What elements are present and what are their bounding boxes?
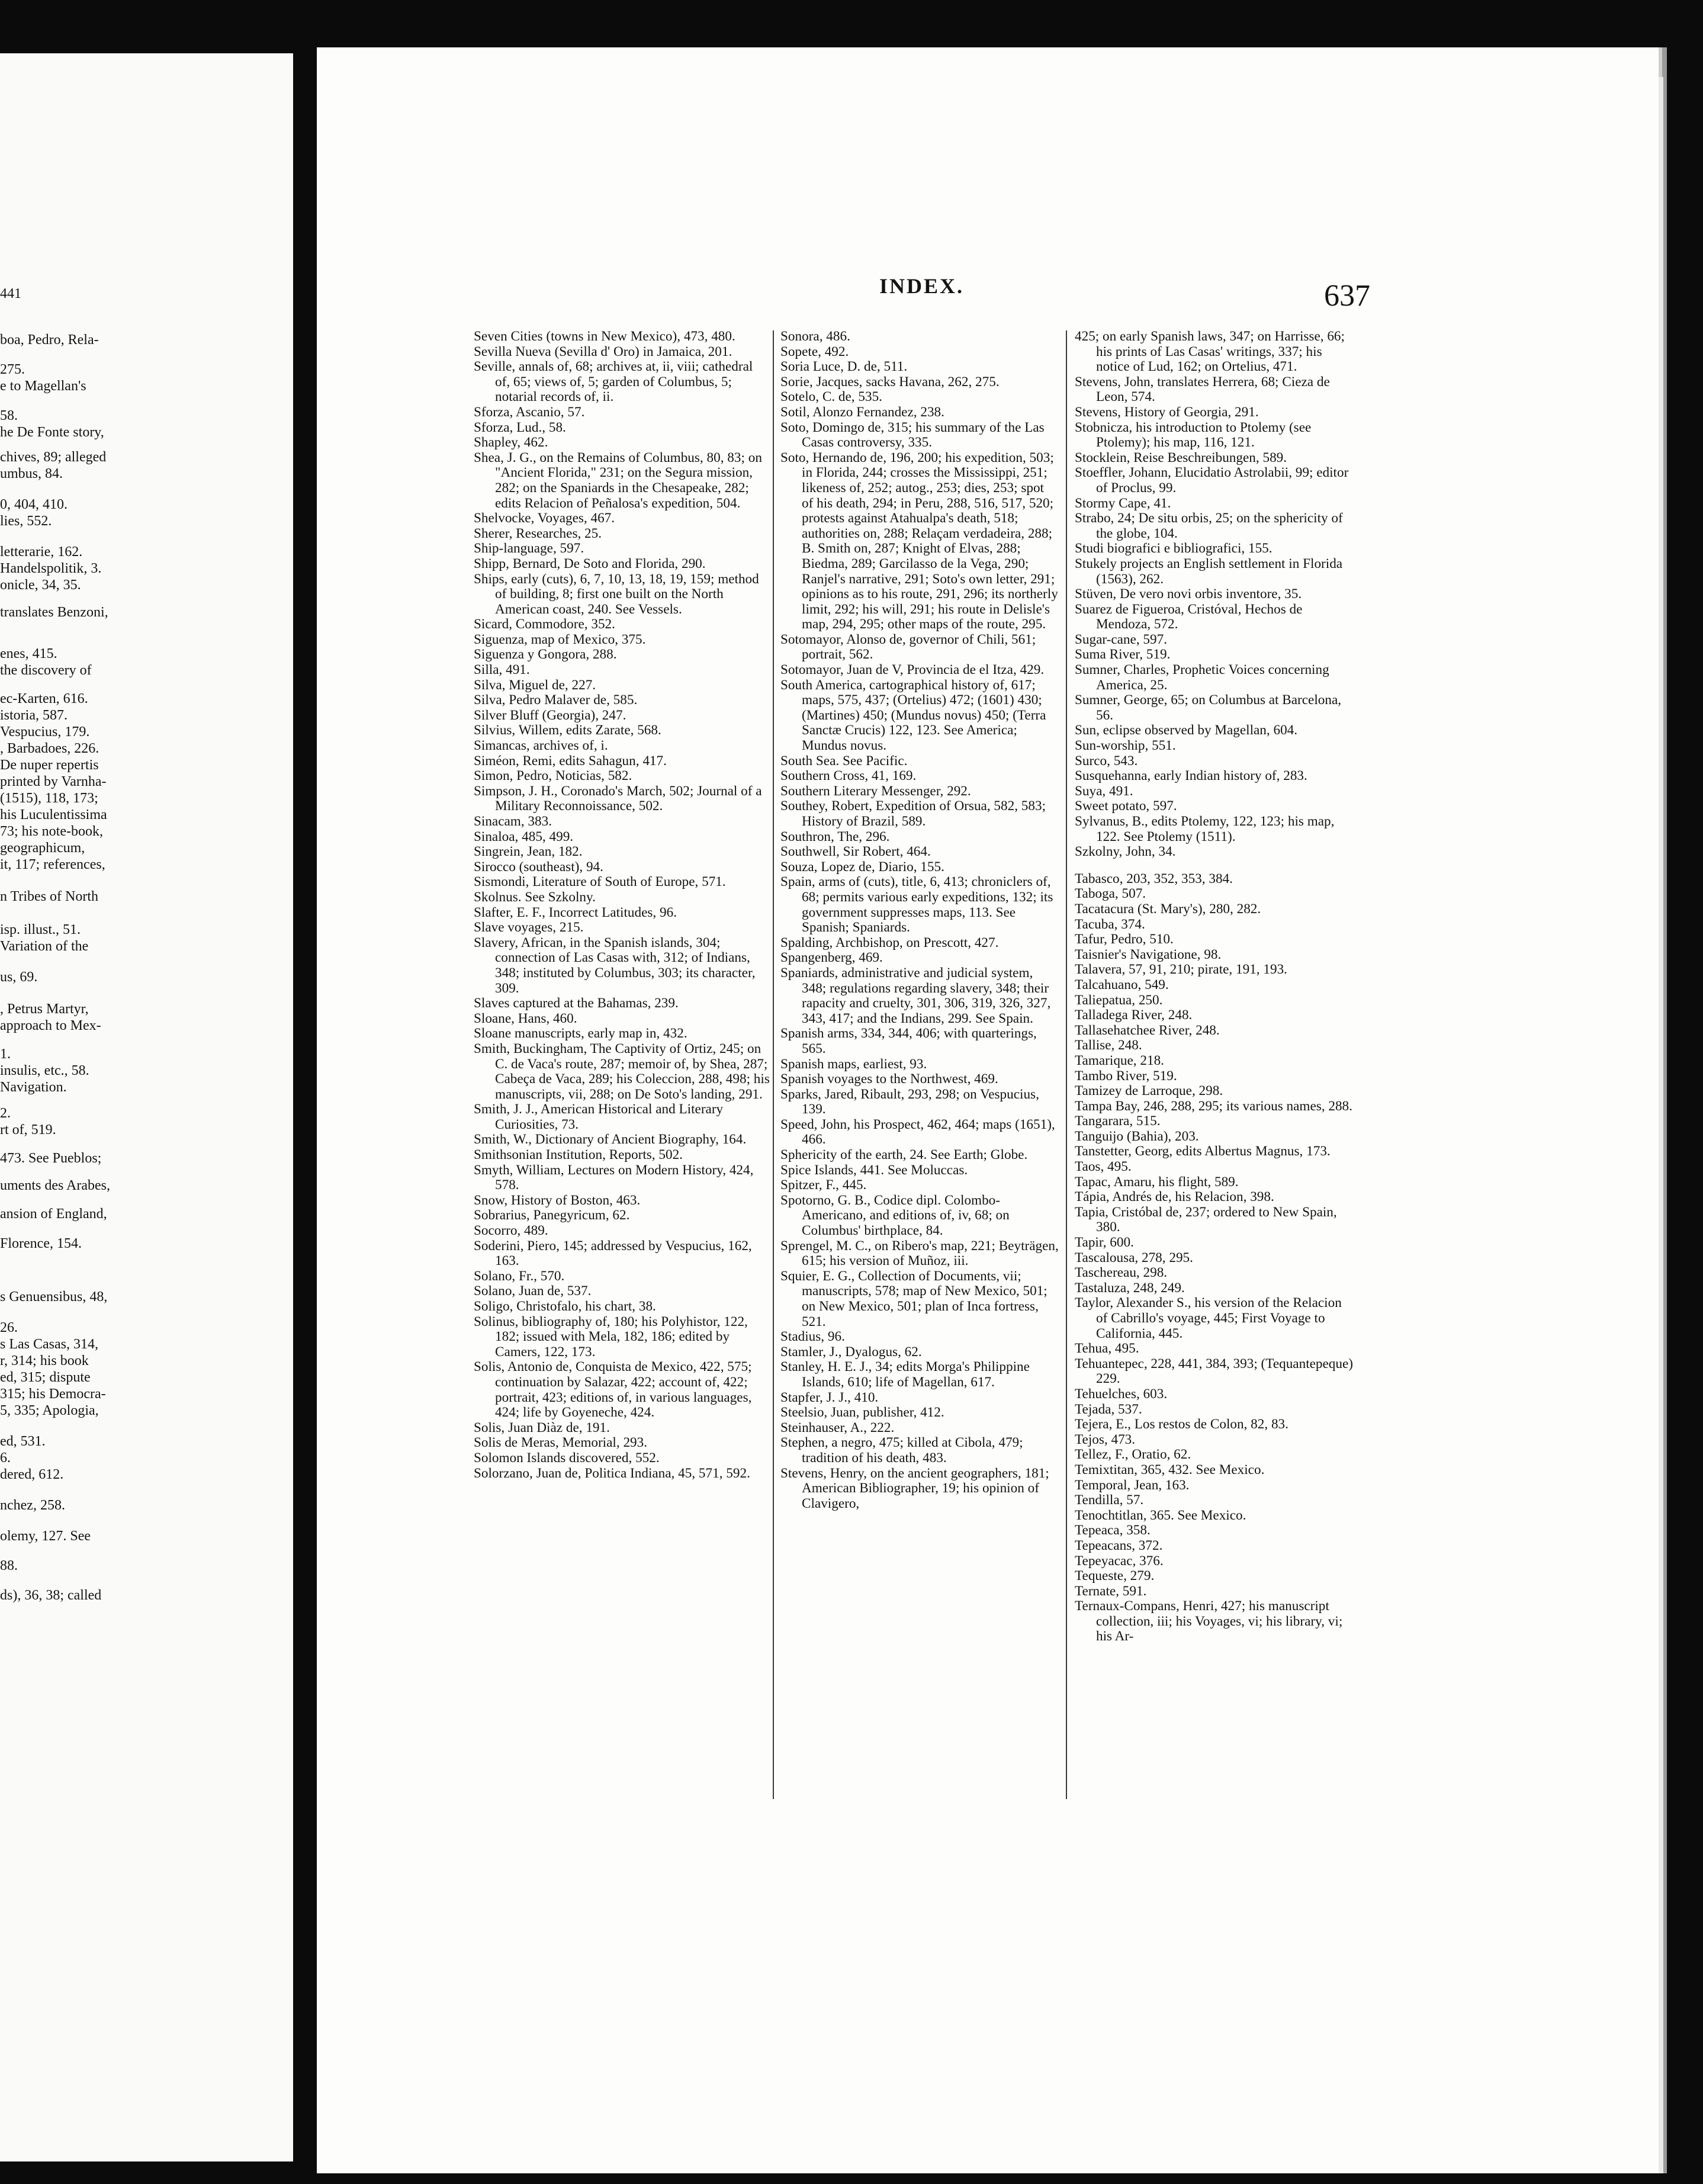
- index-entry: Sevilla Nueva (Sevilla d' Oro) in Jamaica, 201.: [474, 343, 732, 359]
- running-head: INDEX.: [879, 274, 965, 298]
- index-entry: Sotomayor, Alonso de, governor of Chili, 561; portrait, 562.: [780, 631, 1036, 663]
- facing-page-line: us, 69.: [0, 969, 38, 985]
- index-entry: Tepeaca, 358.: [1075, 1523, 1151, 1539]
- index-entry: Studi biografici e bibliografici, 155.: [1075, 541, 1273, 557]
- index-entry: Southron, The, 296.: [780, 828, 890, 844]
- index-entry: Shea, J. G., on the Remains of Columbus, 80, 83; on "Ancient Florida," 231; on the Segura mission, 282; on the Spaniards in the Chesapeake, 282; edits Relacion of Peñalosa's expedition, 504.: [474, 449, 762, 511]
- index-entry: 425; on early Spanish laws, 347; on Harrisse, 66; his prints of Las Casas' writings, 337; his notice of Lud, 162; on Ortelius, 471.: [1075, 329, 1345, 375]
- index-entry: Tascalousa, 278, 295.: [1075, 1250, 1193, 1266]
- index-entry: Sinaloa, 485, 499.: [474, 828, 574, 844]
- index-entry: Stormy Cape, 41.: [1075, 495, 1171, 511]
- index-entry: Suya, 491.: [1075, 783, 1133, 799]
- index-entry: Sobrarius, Panegyricum, 62.: [474, 1207, 630, 1223]
- index-entry: Temixtitan, 365, 432. See Mexico.: [1075, 1462, 1265, 1478]
- index-entry: Tápia, Andrés de, his Relacion, 398.: [1075, 1189, 1274, 1205]
- index-entry: Simon, Pedro, Noticias, 582.: [474, 768, 632, 784]
- facing-page-line: , Petrus Martyr,: [0, 1001, 89, 1017]
- facing-page-line: ed, 315; dispute: [0, 1370, 91, 1385]
- index-entry: Tepeyacac, 376.: [1075, 1553, 1164, 1569]
- index-entry: Sinacam, 383.: [474, 814, 552, 829]
- index-entry: Stevens, Henry, on the ancient geographers, 181; American Bibliographer, 19; his opinion of Clavigero,: [780, 1465, 1049, 1511]
- facing-page-line: printed by Varnha-: [0, 774, 107, 789]
- index-entry: Sirocco (southeast), 94.: [474, 859, 603, 875]
- index-entry: Soligo, Christofalo, his chart, 38.: [474, 1299, 656, 1314]
- index-entry: Sugar-cane, 597.: [1075, 631, 1167, 647]
- index-entry: Tapia, Cristóbal de, 237; ordered to New Spain, 380.: [1075, 1204, 1337, 1235]
- facing-page-fragment: [0, 53, 293, 2161]
- index-entry: Tamizey de Larroque, 298.: [1075, 1083, 1223, 1099]
- index-entry: Steinhauser, A., 222.: [780, 1419, 895, 1435]
- index-entry: Sweet potato, 597.: [1075, 798, 1177, 814]
- index-entry: Talavera, 57, 91, 210; pirate, 191, 193.: [1075, 962, 1287, 978]
- facing-page-line: ec-Karten, 616.: [0, 691, 88, 706]
- facing-page-line: 1.: [0, 1046, 11, 1062]
- index-entry: Slafter, E. F., Incorrect Latitudes, 96.: [474, 904, 677, 920]
- facing-page-line: s Las Casas, 314,: [0, 1337, 98, 1352]
- index-entry: Tequeste, 279.: [1075, 1568, 1155, 1584]
- index-entry: Surco, 543.: [1075, 753, 1138, 769]
- index-entry: Slaves captured at the Bahamas, 239.: [474, 995, 679, 1011]
- index-entry: Spice Islands, 441. See Moluccas.: [780, 1162, 968, 1178]
- index-entry: Stocklein, Reise Beschreibungen, 589.: [1075, 449, 1287, 465]
- index-entry: Spangenberg, 469.: [780, 950, 883, 966]
- index-entry: Siguenza, map of Mexico, 375.: [474, 631, 646, 647]
- index-entry: Taliepatua, 250.: [1075, 992, 1163, 1008]
- index-entry: Silva, Miguel de, 227.: [474, 677, 596, 693]
- index-entry: Sumner, George, 65; on Columbus at Barcelona, 56.: [1075, 692, 1342, 723]
- index-entry: Sismondi, Literature of South of Europe, 571.: [474, 874, 726, 890]
- index-entry: Tehua, 495.: [1075, 1341, 1139, 1357]
- index-entry: South Sea. See Pacific.: [780, 753, 908, 769]
- facing-page-line: insulis, etc., 58.: [0, 1063, 89, 1078]
- index-entry: Simpson, J. H., Coronado's March, 502; Journal of a Military Reconnoissance, 502.: [474, 783, 762, 814]
- facing-page-line: Navigation.: [0, 1080, 67, 1095]
- index-entry: Stamler, J., Dyalogus, 62.: [780, 1344, 922, 1360]
- index-entry: Stadius, 96.: [780, 1329, 845, 1345]
- index-entry: Silva, Pedro Malaver de, 585.: [474, 692, 638, 708]
- index-entry: Taschereau, 298.: [1075, 1265, 1168, 1281]
- index-entry: Temporal, Jean, 163.: [1075, 1477, 1190, 1493]
- facing-page-line: dered, 612.: [0, 1467, 64, 1482]
- index-entry: Smith, J. J., American Historical and Literary Curiosities, 73.: [474, 1101, 724, 1132]
- index-entry: Squier, E. G., Collection of Documents, vii; manuscripts, 578; map of New Mexico, 501; on New Mexico, 501; plan of Inca fortress, 521.: [780, 1268, 1047, 1329]
- index-entry: Sonora, 486.: [780, 329, 850, 344]
- index-entry: Tallise, 248.: [1075, 1038, 1142, 1054]
- index-entry: Spain, arms of (cuts), title, 6, 413; chroniclers of, 68; permits various early expeditions, 132; its government suppresses maps, 113. See Spanish; Spaniards.: [780, 874, 1053, 936]
- index-entry: Tamarique, 218.: [1075, 1052, 1164, 1068]
- index-entry: Skolnus. See Szkolny.: [474, 889, 596, 905]
- index-entry: Stevens, John, translates Herrera, 68; Cieza de Leon, 574.: [1075, 374, 1330, 405]
- index-entry: Sumner, Charles, Prophetic Voices concerning America, 25.: [1075, 662, 1329, 693]
- index-entry: Spanish voyages to the Northwest, 469.: [780, 1071, 998, 1087]
- index-entry: Sotomayor, Juan de V, Provincia de el Itza, 429.: [780, 662, 1045, 678]
- facing-page-line: (1515), 118, 173;: [0, 791, 98, 806]
- index-entry: Taisnier's Navigatione, 98.: [1075, 946, 1222, 962]
- index-entry: Spitzer, F., 445.: [780, 1177, 867, 1193]
- index-entry: Tehuelches, 603.: [1075, 1386, 1168, 1402]
- facing-page-line: uments des Arabes,: [0, 1178, 110, 1193]
- index-entry: Tambo River, 519.: [1075, 1068, 1177, 1084]
- facing-page-line: 88.: [0, 1558, 18, 1573]
- index-entry: Stanley, H. E. J., 34; edits Morga's Philippine Islands, 610; life of Magellan, 617.: [780, 1359, 1030, 1390]
- index-entry: Silvius, Willem, edits Zarate, 568.: [474, 722, 661, 738]
- index-entry: Tanstetter, Georg, edits Albertus Magnus, 173.: [1075, 1144, 1331, 1160]
- facing-page-line: 441: [0, 286, 21, 301]
- index-entry: Sun-worship, 551.: [1075, 738, 1176, 754]
- index-entry: Tejera, E., Los restos de Colon, 82, 83.: [1075, 1417, 1289, 1433]
- index-entry: Tacuba, 374.: [1075, 916, 1145, 932]
- index-entry: Socorro, 489.: [474, 1223, 548, 1239]
- index-entry: Tastaluza, 248, 249.: [1075, 1280, 1185, 1296]
- facing-page-line: e to Magellan's: [0, 378, 86, 394]
- facing-page-line: Variation of the: [0, 939, 89, 954]
- index-entry: Smithsonian Institution, Reports, 502.: [474, 1147, 683, 1163]
- index-entry: Sotelo, C. de, 535.: [780, 389, 882, 405]
- index-entry: Sopete, 492.: [780, 343, 849, 359]
- index-entry: Sloane manuscripts, early map in, 432.: [474, 1026, 687, 1042]
- facing-page-line: olemy, 127. See: [0, 1528, 91, 1544]
- index-entry: Singrein, Jean, 182.: [474, 844, 583, 860]
- index-entry: Taboga, 507.: [1075, 886, 1146, 902]
- index-entry: Tepeacans, 372.: [1075, 1537, 1163, 1553]
- index-entry: Silver Bluff (Georgia), 247.: [474, 707, 626, 723]
- facing-page-line: the discovery of: [0, 663, 92, 678]
- index-entry: Steelsio, Juan, publisher, 412.: [780, 1405, 944, 1421]
- index-column-3: [1075, 329, 1356, 1645]
- index-entry: Solis de Meras, Memorial, 293.: [474, 1435, 648, 1451]
- index-entry: Talladega River, 248.: [1075, 1007, 1193, 1023]
- index-entry: Tejada, 537.: [1075, 1401, 1142, 1417]
- index-entry: Tampa Bay, 246, 288, 295; its various names, 288.: [1075, 1098, 1352, 1114]
- facing-page-line: approach to Mex-: [0, 1018, 101, 1033]
- facing-page-line: lies, 552.: [0, 513, 52, 529]
- index-entry: Soria Luce, D. de, 511.: [780, 359, 908, 375]
- facing-page-line: translates Benzoni,: [0, 605, 108, 620]
- index-entry: Soto, Hernando de, 196, 200; his expedition, 503; in Florida, 244; crosses the Mississippi, 251; likeness of, 252; autog., 253; dies, 253; spot of his death, 294; in Peru, 288, 516, 517, 520; protests against Atahualpa's death, 518; authorities on, 288; Relaçam verdadeira, 288; B. Smith on, 287; Knight of Elvas, 288; Biedma, 289; Garcilasso de la Vega, 290; Ranjel's narrative, 291; Soto's own letter, 291; opinions as to his route, 291, 296; its northerly limit, 292; his will, 291; his route in Delisle's map, 294, 295; other maps of the route, 295.: [780, 449, 1058, 632]
- facing-page-line: n Tribes of North: [0, 889, 99, 904]
- index-entry: Smith, W., Dictionary of Ancient Biography, 164.: [474, 1132, 747, 1148]
- index-entry: Susquehanna, early Indian history of, 283.: [1075, 768, 1307, 784]
- index-entry: Stoeffler, Johann, Elucidatio Astrolabii, 99; editor of Proclus, 99.: [1075, 465, 1349, 496]
- index-entry: Southern Cross, 41, 169.: [780, 768, 917, 784]
- index-entry: Solomon Islands discovered, 552.: [474, 1450, 660, 1466]
- facing-page-line: 275.: [0, 362, 25, 377]
- index-entry: Tellez, F., Oratio, 62.: [1075, 1447, 1191, 1463]
- index-entry: [1075, 860, 1356, 872]
- index-entry: Shelvocke, Voyages, 467.: [474, 510, 615, 526]
- facing-page-line: chives, 89; alleged: [0, 449, 107, 465]
- index-entry: Sphericity of the earth, 24. See Earth; Globe.: [780, 1147, 1028, 1163]
- index-entry: Spanish arms, 334, 344, 406; with quarterings, 565.: [780, 1026, 1037, 1056]
- index-entry: Ternaux-Compans, Henri, 427; his manuscript collection, iii; his Voyages, vi; his library, vi; his Ar-: [1075, 1598, 1343, 1645]
- facing-page-line: Handelspolitik, 3.: [0, 561, 102, 576]
- facing-page-line: his Luculentissima: [0, 807, 107, 823]
- facing-page-line: 0, 404, 410.: [0, 497, 68, 512]
- facing-page-line: s Genuensibus, 48,: [0, 1289, 108, 1305]
- index-entry: Strabo, 24; De situ orbis, 25; on the sphericity of the globe, 104.: [1075, 510, 1343, 541]
- facing-page-line: isp. illust., 51.: [0, 922, 81, 937]
- facing-page-line: Vespucius, 179.: [0, 724, 90, 740]
- index-entry: Tabasco, 203, 352, 353, 384.: [1075, 871, 1233, 887]
- index-entry: Spalding, Archbishop, on Prescott, 427.: [780, 934, 999, 950]
- index-entry: Smyth, William, Lectures on Modern History, 424, 578.: [474, 1162, 754, 1193]
- index-entry: Shipp, Bernard, De Soto and Florida, 290.: [474, 555, 706, 571]
- facing-page-line: 58.: [0, 408, 18, 423]
- index-entry: Simancas, archives of, i.: [474, 738, 608, 754]
- index-entry: Tenochtitlan, 365. See Mexico.: [1075, 1507, 1246, 1523]
- index-entry: Ship-language, 597.: [474, 541, 584, 557]
- index-column-2: [780, 329, 1059, 1511]
- index-entry: Taos, 495.: [1075, 1159, 1132, 1175]
- index-entry: Sicard, Commodore, 352.: [474, 616, 615, 632]
- column-rule: [773, 330, 774, 1799]
- index-entry: Stevens, History of Georgia, 291.: [1075, 404, 1259, 420]
- index-entry: South America, cartographical history of, 617; maps, 575, 437; (Ortelius) 472; (1601) 430; (Martines) 450; (Mundus novus) 450; (Terra Sanctæ Crucis) 122, 123. See America; Mundus novus.: [780, 677, 1046, 754]
- index-entry: Ternate, 591.: [1075, 1583, 1147, 1599]
- facing-page-line: 2.: [0, 1106, 11, 1121]
- facing-page-line: he De Fonte story,: [0, 425, 104, 440]
- page-edge: [1659, 77, 1663, 2173]
- index-entry: Snow, History of Boston, 463.: [474, 1192, 641, 1208]
- index-entry: Talcahuano, 549.: [1075, 977, 1169, 993]
- index-entry: Stukely projects an English settlement in Florida (1563), 262.: [1075, 555, 1343, 587]
- index-entry: Sforza, Ascanio, 57.: [474, 404, 585, 420]
- index-entry: Tehuantepec, 228, 441, 384, 393; (Tequantepeque) 229.: [1075, 1356, 1354, 1387]
- index-entry: Siméon, Remi, edits Sahagun, 417.: [474, 753, 667, 769]
- index-entry: Tafur, Pedro, 510.: [1075, 932, 1174, 948]
- index-entry: Solano, Fr., 570.: [474, 1268, 565, 1284]
- facing-page-line: De nuper repertis: [0, 757, 99, 773]
- index-entry: Soto, Domingo de, 315; his summary of the Las Casas controversy, 335.: [780, 419, 1045, 451]
- facing-page-line: boa, Pedro, Rela-: [0, 332, 99, 348]
- index-entry: Sotil, Alonzo Fernandez, 238.: [780, 404, 944, 420]
- facing-page-line: 6.: [0, 1450, 11, 1466]
- facing-page-line: 315; his Democra-: [0, 1386, 106, 1402]
- index-entry: Stapfer, J. J., 410.: [780, 1389, 879, 1405]
- index-column-1: [474, 329, 770, 1481]
- index-entry: Sforza, Lud., 58.: [474, 419, 566, 435]
- index-entry: Solorzano, Juan de, Politica Indiana, 45, 571, 592.: [474, 1465, 750, 1481]
- facing-page-line: rt of, 519.: [0, 1122, 56, 1138]
- index-entry: Southey, Robert, Expedition of Orsua, 582, 583; History of Brazil, 589.: [780, 798, 1046, 829]
- index-entry: Taylor, Alexander S., his version of the Relacion of Cabrillo's voyage, 445; First Voyage to California, 445.: [1075, 1295, 1342, 1341]
- index-entry: Sloane, Hans, 460.: [474, 1010, 577, 1026]
- index-entry: Tacatacura (St. Mary's), 280, 282.: [1075, 901, 1261, 917]
- index-entry: Seville, annals of, 68; archives at, ii, viii; cathedral of, 65; views of, 5; garden of Columbus, 5; notarial records of, ii.: [474, 359, 753, 405]
- index-entry: Ships, early (cuts), 6, 7, 10, 13, 18, 19, 159; method of building, 8; first one built on the North American coast, 240. See Vessels.: [474, 571, 759, 617]
- index-entry: Souza, Lopez de, Diario, 155.: [780, 859, 944, 875]
- facing-page-line: onicle, 34, 35.: [0, 577, 81, 593]
- index-entry: Sherer, Researches, 25.: [474, 525, 602, 541]
- index-entry: Stephen, a negro, 475; killed at Cibola, 479; tradition of his death, 483.: [780, 1435, 1023, 1466]
- facing-page-line: ed, 531.: [0, 1434, 46, 1449]
- facing-page-line: , Barbadoes, 226.: [0, 741, 99, 756]
- index-entry: Tapac, Amaru, his flight, 589.: [1075, 1174, 1239, 1190]
- index-entry: Sprengel, M. C., on Ribero's map, 221; Beyträgen, 615; his version of Muñoz, iii.: [780, 1238, 1059, 1269]
- index-entry: Slave voyages, 215.: [474, 920, 584, 936]
- index-entry: Slavery, African, in the Spanish islands, 304; connection of Las Casas with, 312; of Indians, 348; instituted by Columbus, 303; its character, 309.: [474, 934, 756, 996]
- facing-page-line: 73; his note-book,: [0, 824, 103, 839]
- facing-page-line: geographicum,: [0, 840, 85, 856]
- facing-page-line: enes, 415.: [0, 646, 57, 661]
- index-entry: Suma River, 519.: [1075, 647, 1171, 663]
- facing-page-line: nchez, 258.: [0, 1498, 65, 1513]
- index-entry: Stüven, De vero novi orbis inventore, 35.: [1075, 586, 1302, 602]
- index-entry: Tangarara, 515.: [1075, 1113, 1161, 1129]
- index-entry: Smith, Buckingham, The Captivity of Ortiz, 245; on C. de Vaca's route, 287; memoir of, by Shea, 287; Cabeça de Vaca, 289; his Coleccion, 288, 498; his manuscripts, vii, 288; on De Soto's landing, 291.: [474, 1040, 770, 1102]
- index-entry: Speed, John, his Prospect, 462, 464; maps (1651), 466.: [780, 1116, 1055, 1148]
- facing-page-line: ds), 36, 38; called: [0, 1588, 102, 1603]
- index-entry: Szkolny, John, 34.: [1075, 844, 1176, 860]
- index-entry: Solis, Antonio de, Conquista de Mexico, 422, 575; continuation by Salazar, 422; account of, 422; portrait, 423; editions of, in various languages, 424; life by Goyeneche, 424.: [474, 1359, 752, 1421]
- index-entry: Sorie, Jacques, sacks Havana, 262, 275.: [780, 374, 1000, 390]
- index-entry: Spotorno, G. B., Codice dipl. Colombo-Americano, and editions of, iv, 68; on Columbus' birthplace, 84.: [780, 1192, 1010, 1239]
- index-entry: Soderini, Piero, 145; addressed by Vespucius, 162, 163.: [474, 1238, 752, 1269]
- index-entry: Solis, Juan Diàz de, 191.: [474, 1419, 610, 1435]
- index-entry: Spaniards, administrative and judicial system, 348; regulations regarding slavery, 348; their rapacity and cruelty, 301, 306, 319, 326, 327, 343, 417; and the Indians, 299. See Spain.: [780, 965, 1051, 1026]
- facing-page-line: 473. See Pueblos;: [0, 1151, 102, 1166]
- index-entry: Stobnicza, his introduction to Ptolemy (see Ptolemy); his map, 116, 121.: [1075, 419, 1312, 451]
- facing-page-line: ansion of England,: [0, 1206, 107, 1222]
- index-entry: Southern Literary Messenger, 292.: [780, 783, 971, 799]
- index-entry: Tejos, 473.: [1075, 1431, 1136, 1447]
- index-entry: Tanguijo (Bahia), 203.: [1075, 1128, 1199, 1144]
- index-entry: Seven Cities (towns in New Mexico), 473, 480.: [474, 329, 735, 344]
- facing-page-line: it, 117; references,: [0, 857, 105, 872]
- facing-page-line: umbus, 84.: [0, 466, 63, 481]
- index-entry: Suarez de Figueroa, Cristóval, Hechos de Mendoza, 572.: [1075, 601, 1303, 632]
- facing-page-line: 5, 335; Apologia,: [0, 1403, 99, 1418]
- facing-page-line: r, 314; his book: [0, 1353, 89, 1369]
- index-entry: Siguenza y Gongora, 288.: [474, 647, 617, 663]
- index-entry: Tendilla, 57.: [1075, 1492, 1144, 1508]
- facing-page-line: istoria, 587.: [0, 708, 68, 723]
- index-entry: Spanish maps, earliest, 93.: [780, 1056, 927, 1072]
- column-rule: [1066, 330, 1067, 1799]
- index-entry: Sun, eclipse observed by Magellan, 604.: [1075, 722, 1298, 738]
- facing-page-line: letterarie, 162.: [0, 544, 83, 560]
- index-entry: Tallasehatchee River, 248.: [1075, 1022, 1220, 1038]
- index-entry: Sparks, Jared, Ribault, 293, 298; on Vespucius, 139.: [780, 1086, 1039, 1117]
- index-entry: Sylvanus, B., edits Ptolemy, 122, 123; his map, 122. See Ptolemy (1511).: [1075, 814, 1335, 844]
- facing-page-line: Florence, 154.: [0, 1236, 82, 1251]
- index-entry: Silla, 491.: [474, 662, 530, 678]
- index-entry: Solano, Juan de, 537.: [474, 1283, 592, 1299]
- facing-page-line: 26.: [0, 1320, 18, 1335]
- page-number: 637: [1324, 279, 1370, 313]
- index-entry: Shapley, 462.: [474, 435, 548, 451]
- index-entry: Southwell, Sir Robert, 464.: [780, 844, 931, 860]
- index-entry: Solinus, bibliography of, 180; his Polyhistor, 122, 182; issued with Mela, 182, 186; edited by Camers, 122, 173.: [474, 1313, 748, 1360]
- index-entry: Tapir, 600.: [1075, 1235, 1134, 1251]
